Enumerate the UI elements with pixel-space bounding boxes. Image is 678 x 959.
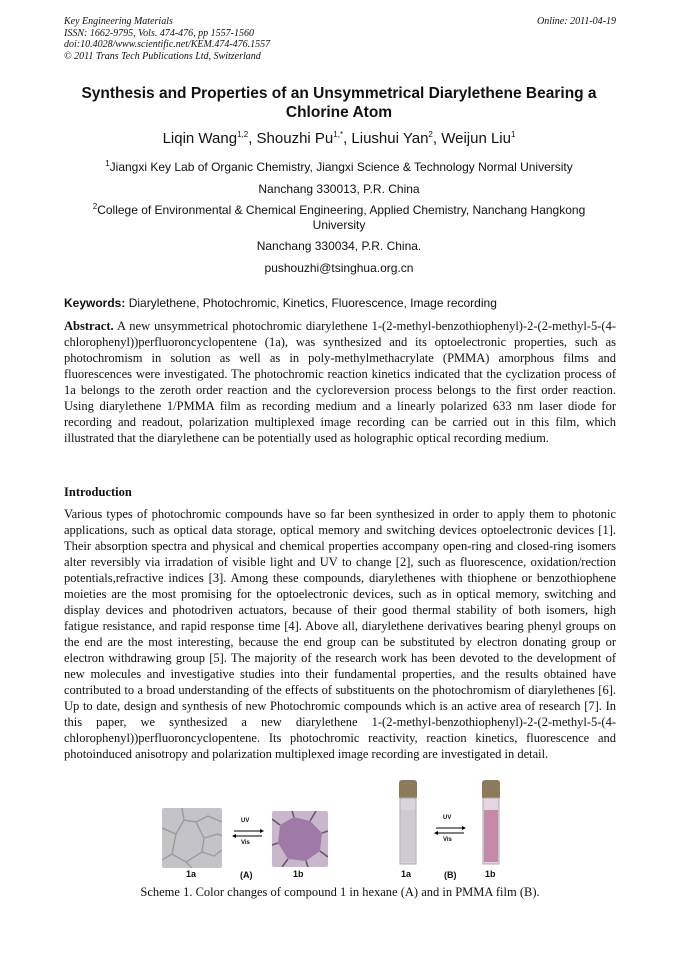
affiliation-1-address: Nanchang 330013, P.R. China [258, 182, 420, 196]
author-separator: , [343, 130, 352, 147]
reversible-arrow-a-icon [232, 826, 264, 840]
vis-label: Vis [443, 837, 452, 843]
copyright-line: © 2011 Trans Tech Publications Ltd, Switzerland [64, 50, 261, 62]
abstract-text: A new unsymmetrical photochromic diarylethene 1-(2-methyl-benzothiophenyl)-2-(2-methyl-5-(4-chlorophenyl))perfluoroncyclopentene (1a), was synthesized and its optoelectronic properties, such as photochromism in solution as well as in poly-methylmethacrylate (PMMA) amorphous films and fluorescences were investigated. The photochromic reaction kinetics indicated that the cyclization process of 1a belongs to the zeroth order reaction and the cycloreversion process belongs to the first order reaction. Using diarylethene 1/PMMA film as recording medium and a linearly polarized 633 nm laser diode for recording and readout, polarization multiplexed image recording can be carried out in this film, which illustrated that the diarylethene can be potentially used as holographic optical recording medium. [64, 319, 616, 445]
panel-a-label: (A) [240, 870, 253, 880]
doi-line: doi:10.4028/www.scientific.net/KEM.474-476.1557 [64, 39, 271, 50]
author-separator: , [432, 130, 442, 147]
keywords-text: Diarylethene, Photochromic, Kinetics, Fluorescence, Image recording [125, 296, 497, 310]
affiliation-mark: 1 [105, 159, 110, 168]
keywords [64, 296, 616, 310]
online-date: Online: 2011-04-19 [537, 16, 616, 27]
affiliation-2-address: Nanchang 330034, P.R. China. [256, 239, 422, 253]
vial-1b-image [479, 780, 503, 866]
affiliation-mark: 2 [92, 202, 98, 211]
author-name: Shouzhi Pu [256, 130, 334, 147]
issn-line: ISSN: 1662-9795, Vols. 474-476, pp 1557-1560 [64, 27, 254, 39]
label-1a: 1a [401, 869, 412, 879]
vis-label: Vis [241, 840, 250, 846]
journal-header [64, 16, 616, 62]
abstract-label: Abstract. [64, 319, 114, 333]
panel-b-label: (B) [444, 870, 457, 880]
reversible-arrow-b-icon [434, 823, 466, 837]
label-1b: 1b [293, 869, 304, 879]
label-1a: 1a [186, 869, 197, 879]
vial-1a-image [396, 780, 420, 866]
author-affiliation-mark: 1,* [333, 130, 344, 139]
corresponding-email[interactable]: pushouzhi@tsinghua.org.cn [264, 261, 414, 275]
uv-label: UV [241, 818, 250, 824]
author-affiliation-mark: 1,2 [237, 130, 249, 139]
uv-label: UV [443, 815, 452, 821]
author-name: Weijun Liu [441, 130, 511, 147]
abstract [64, 318, 616, 446]
author-list [40, 130, 638, 147]
scheme-caption: Scheme 1. Color changes of compound 1 in hexane (A) and in PMMA film (B). [140, 885, 540, 899]
author-name: Liushui Yan [351, 130, 429, 147]
introduction-heading: Introduction [64, 485, 132, 499]
affiliation-1: $^1$Jiangxi Key Lab of Organic Chemistry, Jiangxi Science & Technology Normal University [105, 159, 573, 174]
keywords-label: Keywords: [64, 296, 126, 310]
author-name: Liqin Wang [162, 130, 238, 147]
introduction-text: Various types of photochromic compounds have so far been synthesized in order to apply them to photonic applications, such as optical data storage, optical memory and switching devices optoelectronic devices [1]. Their absorption spectra and physical and chemical properties accompany open-ring and closed-ring isomers alter reversibly via irradation of visible light and UV to change [2], such as fluorescence, oxidation/rection potentials,refractive indices [3]. Among these compounds, diarylethenes with thiophene or benzothiophene moieties are the most promising for the optoelectronic devices, such as in optical memory, switching and display devices and photodriven actuators, because of their good thermal stability of both isomers, high fatigue resistance, and rapid response time [4]. Above all, diarylethene derivatives bearing phenyl groups on the end are the most interesting, because the end group can be substituted by electron donating group or electron withdrawing group [5]. The majority of the research work has been devoted to the development of new molecules and investigative studies into their fundamental properties, and the results obtained have contributed to a broad understanding of the effects of substituents on the photochromism of diarylethenes [6]. Up to date, design and synthesis of new Photochromic compounds which is an active area of research [7]. In this paper, we synthesized a new diarylethene 1-(2-methyl-benzothiophenyl)-2-(2-methyl-5-(4-chlorophenyl))perfluoroncyclopentene. Its photochromic reactivity, reaction kinetics, fluorescence and photoinduced anisotropy and polarization multiplexed image recording are investigated in detail. [64, 507, 616, 761]
compound-1a-hexane-image [162, 808, 222, 868]
affiliation-2: $^2$College of Environmental & Chemical Engineering, Applied Chemistry, Nanchang Hangkong University [92, 202, 586, 232]
author-affiliation-mark: 1 [510, 130, 516, 139]
compound-1b-hexane-image [272, 811, 328, 867]
author-separator: , [248, 130, 257, 147]
journal-name: Key Engineering Materials [64, 16, 173, 27]
paper-title: Synthesis and Properties of an Unsymmetrical Diarylethene Bearing a Chlorine Atom [81, 85, 597, 121]
author-affiliation-mark: 2 [428, 130, 433, 139]
label-1b: 1b [485, 869, 496, 879]
